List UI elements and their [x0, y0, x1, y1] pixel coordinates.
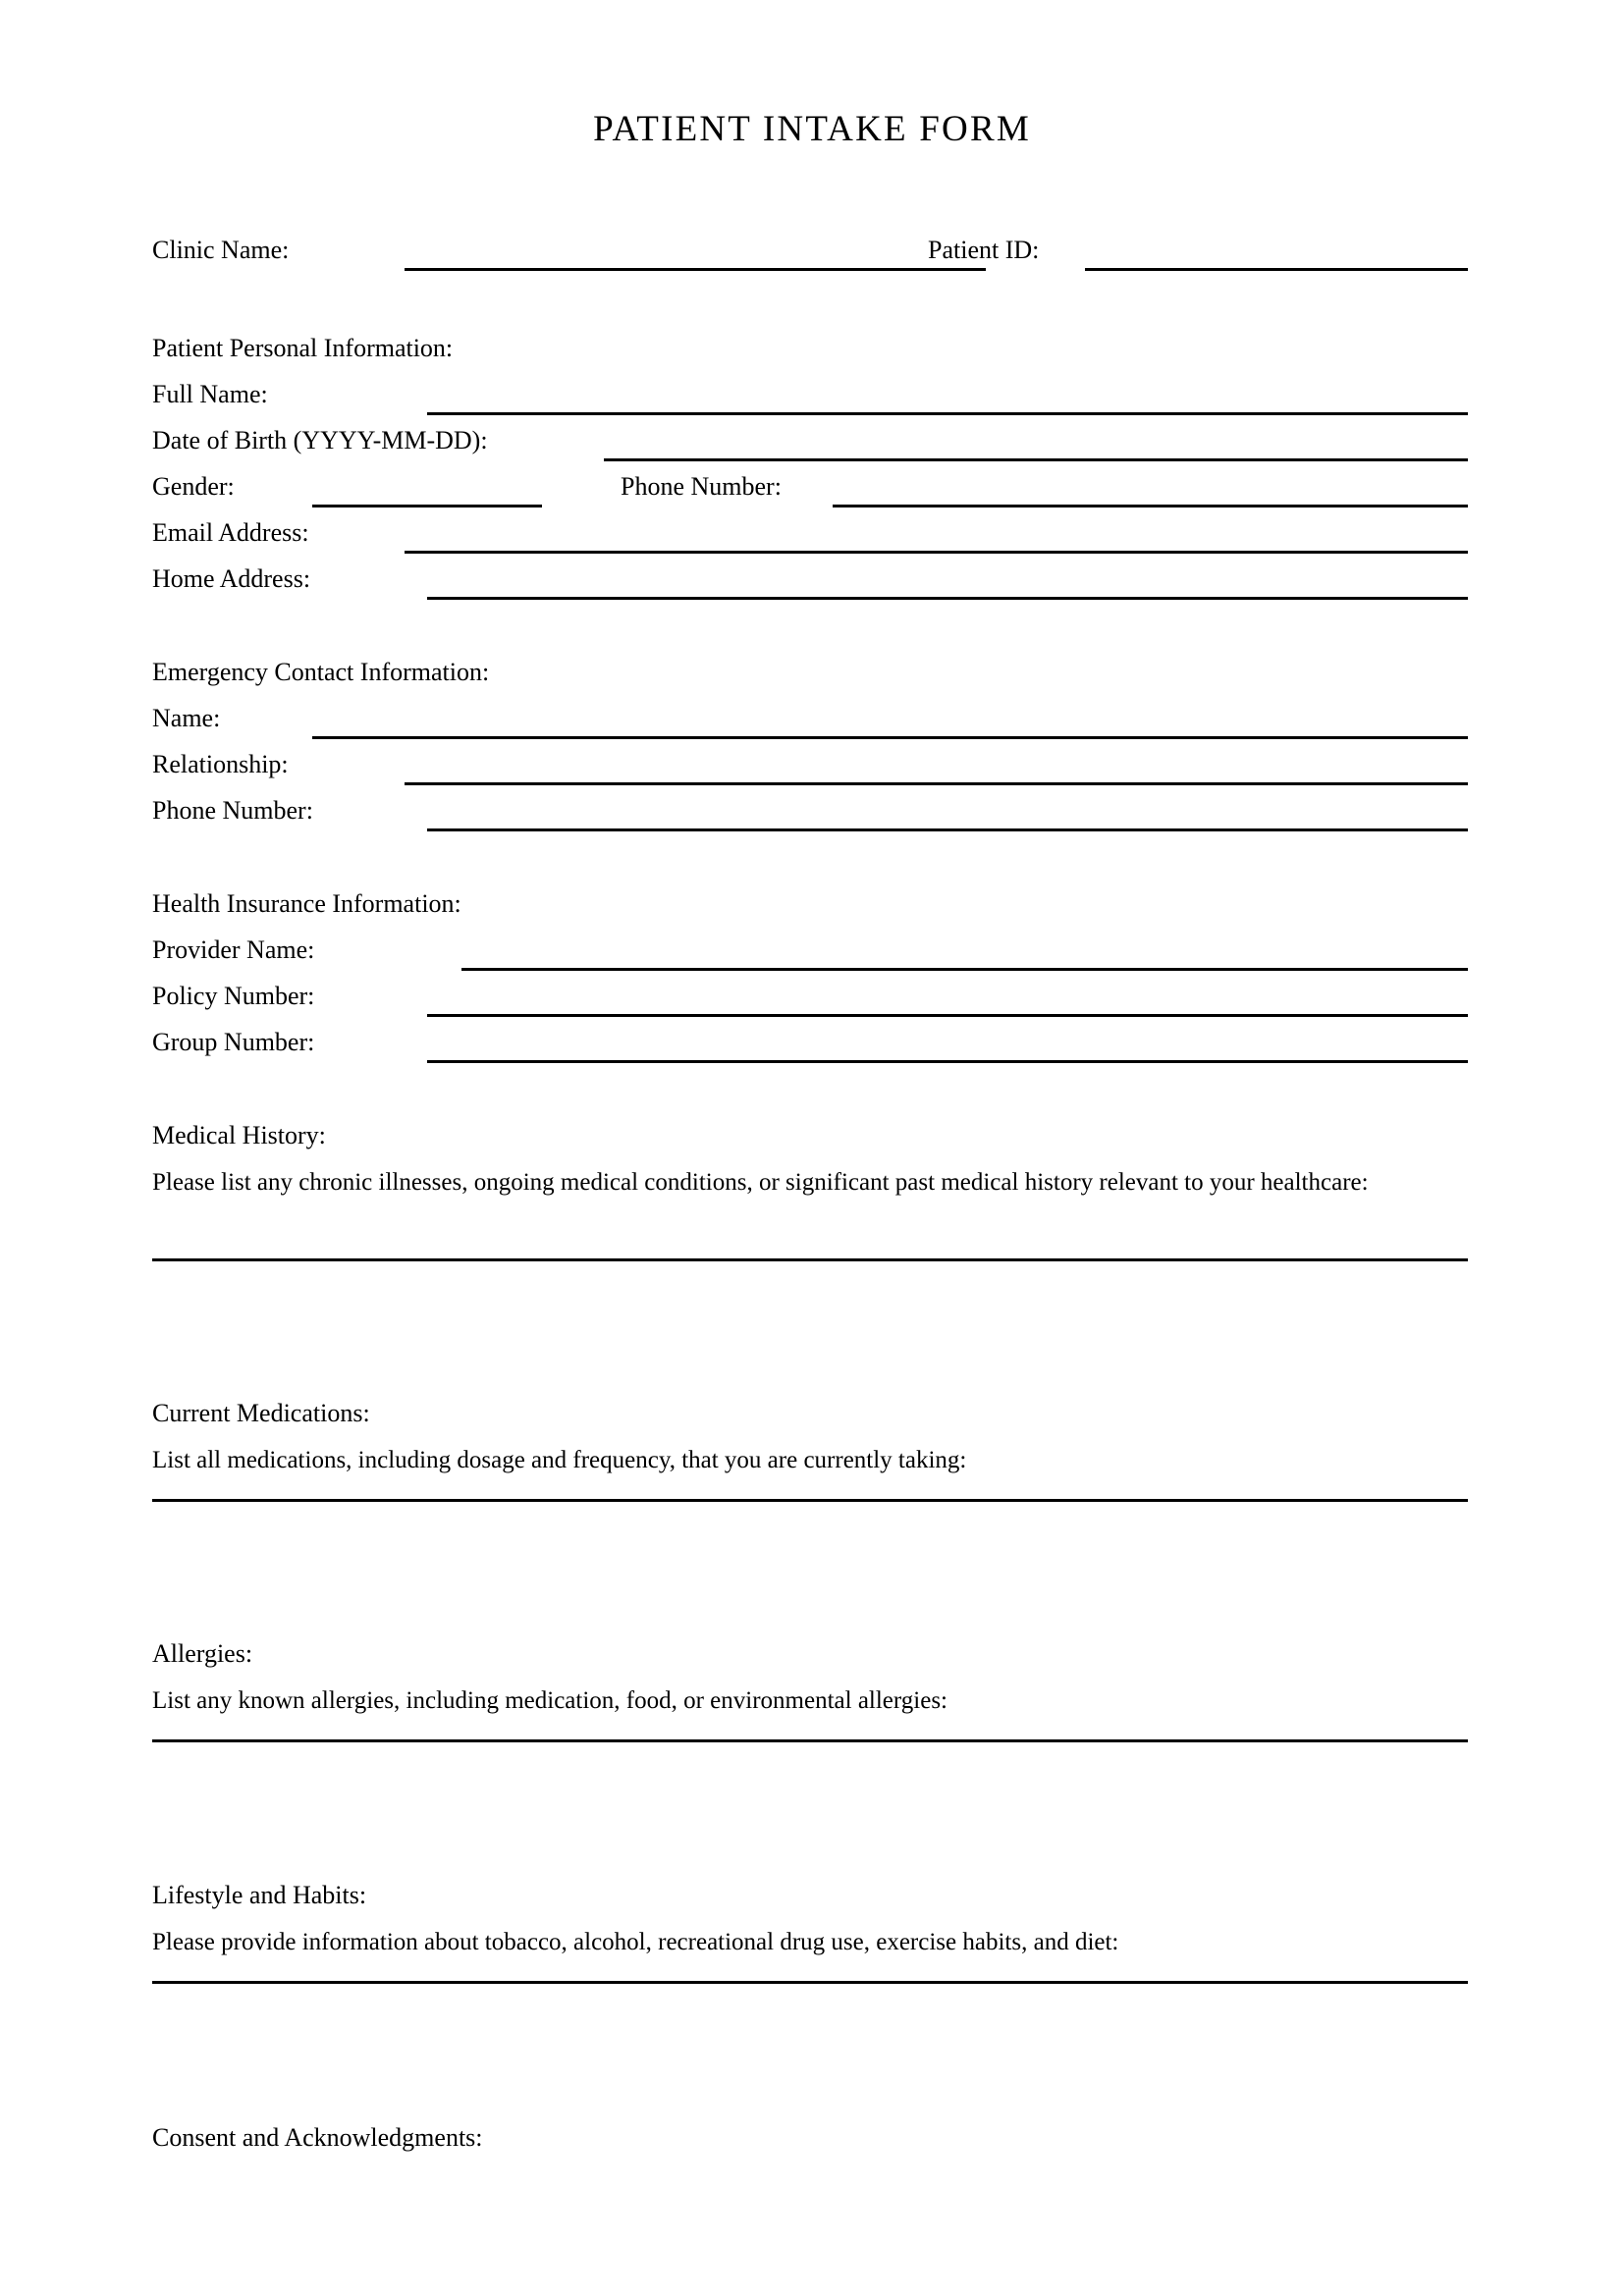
home-address-input-rule[interactable]: [427, 597, 1468, 600]
full-name-input-rule[interactable]: [427, 412, 1468, 415]
section-heading-current-medications: Current Medications:: [152, 1399, 370, 1427]
allergies-answer-rule[interactable]: [152, 1739, 1468, 1742]
section-heading-medical-history: Medical History:: [152, 1121, 326, 1149]
group-number-label: Group Number:: [152, 1028, 315, 1056]
emergency-relationship-label: Relationship:: [152, 750, 289, 778]
home-address-label: Home Address:: [152, 564, 311, 593]
section-heading-consent: Consent and Acknowledgments:: [152, 2123, 483, 2152]
full-name-label: Full Name:: [152, 380, 268, 408]
section-heading-emergency: Emergency Contact Information:: [152, 658, 490, 686]
emergency-name-input-rule[interactable]: [312, 736, 1468, 739]
medical-history-prompt: Please list any chronic illnesses, ongoing medical conditions, or significant past medical history relevant to your healthcare:: [152, 1169, 1369, 1196]
email-address-input-rule[interactable]: [405, 551, 1468, 554]
gender-label: Gender:: [152, 472, 235, 501]
section-heading-allergies: Allergies:: [152, 1639, 253, 1668]
emergency-phone-label: Phone Number:: [152, 796, 313, 825]
allergies-prompt: List any known allergies, including medication, food, or environmental allergies:: [152, 1687, 947, 1714]
current-medications-prompt: List all medications, including dosage and frequency, that you are currently taking:: [152, 1447, 967, 1473]
section-heading-insurance: Health Insurance Information:: [152, 889, 461, 918]
emergency-phone-input-rule[interactable]: [427, 828, 1468, 831]
lifestyle-prompt: Please provide information about tobacco, alcohol, recreational drug use, exercise habits, and diet:: [152, 1929, 1119, 1955]
provider-name-input-rule[interactable]: [461, 968, 1468, 971]
group-number-input-rule[interactable]: [427, 1060, 1468, 1063]
phone-number-input-rule[interactable]: [833, 505, 1468, 507]
policy-number-input-rule[interactable]: [427, 1014, 1468, 1017]
section-heading-lifestyle: Lifestyle and Habits:: [152, 1881, 367, 1909]
section-heading-personal: Patient Personal Information:: [152, 334, 454, 362]
phone-number-label: Phone Number:: [621, 472, 782, 501]
patient-id-input-rule[interactable]: [1085, 268, 1468, 271]
clinic-name-input-rule[interactable]: [405, 268, 986, 271]
page-title: PATIENT INTAKE FORM: [593, 109, 1031, 149]
date-of-birth-label: Date of Birth (YYYY-MM-DD):: [152, 426, 488, 454]
clinic-name-label: Clinic Name:: [152, 236, 290, 264]
medical-history-answer-rule[interactable]: [152, 1258, 1468, 1261]
policy-number-label: Policy Number:: [152, 982, 315, 1010]
lifestyle-answer-rule[interactable]: [152, 1981, 1468, 1984]
emergency-name-label: Name:: [152, 704, 221, 732]
gender-input-rule[interactable]: [312, 505, 542, 507]
current-medications-answer-rule[interactable]: [152, 1499, 1468, 1502]
emergency-relationship-input-rule[interactable]: [405, 782, 1468, 785]
date-of-birth-input-rule[interactable]: [604, 458, 1468, 461]
patient-id-label: Patient ID:: [928, 236, 1040, 264]
provider-name-label: Provider Name:: [152, 935, 315, 964]
email-address-label: Email Address:: [152, 518, 309, 547]
